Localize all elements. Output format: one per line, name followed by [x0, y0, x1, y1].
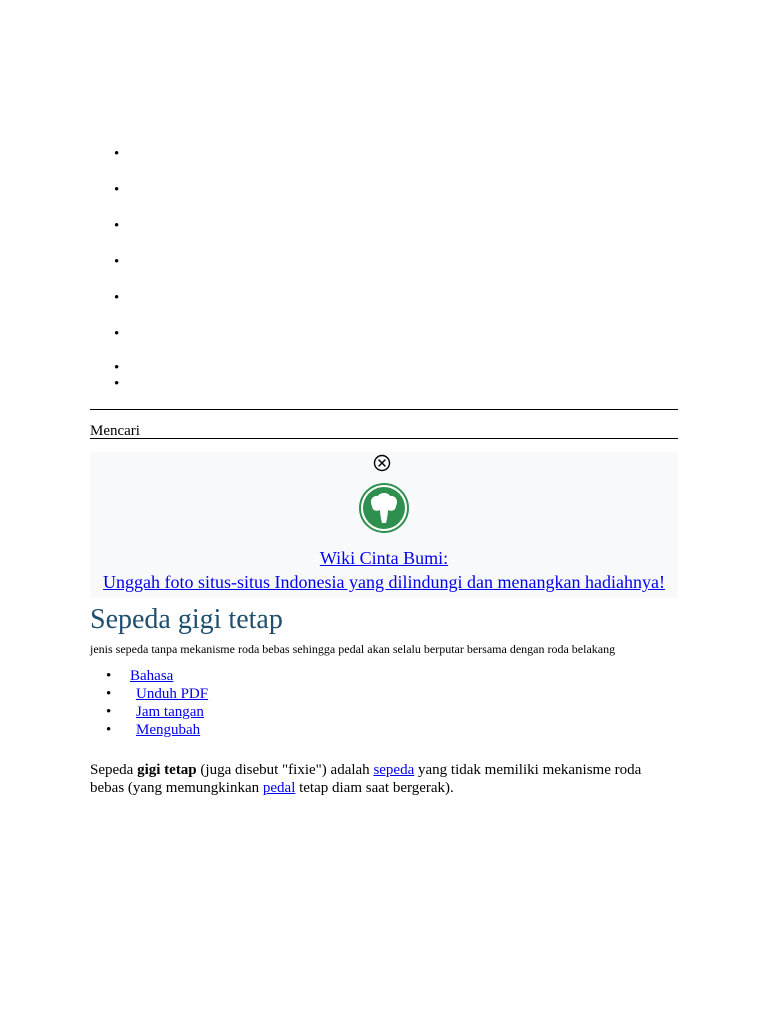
body-text-part: Sepeda	[90, 762, 138, 778]
divider	[90, 409, 678, 410]
banner-title-link[interactable]: Wiki Cinta Bumi:	[319, 548, 449, 568]
nav-bullet[interactable]: •	[114, 376, 120, 392]
article-body	[90, 761, 650, 797]
pedal-link[interactable]: pedal	[262, 780, 296, 796]
nav-bullet[interactable]: •	[114, 182, 120, 198]
action-item-download-pdf	[90, 686, 390, 704]
banner-subtitle-link[interactable]: Unggah foto situs-situs Indonesia yang dilindungi dan menangkan hadiahnya!	[103, 572, 665, 592]
tree-icon	[359, 483, 409, 533]
download-pdf-link[interactable]: • Unduh PDF	[136, 686, 209, 702]
nav-bullet[interactable]: •	[114, 254, 120, 270]
page-actions	[90, 668, 390, 740]
nav-bullet[interactable]: •	[114, 290, 120, 306]
search-label[interactable]: Mencari	[90, 423, 140, 439]
page-title: Sepeda gigi tetap	[90, 604, 283, 635]
action-item-language	[90, 668, 390, 686]
divider	[90, 438, 678, 439]
language-link[interactable]: • Bahasa	[130, 668, 174, 684]
action-item-edit	[90, 722, 390, 740]
nav-bullet[interactable]: •	[114, 218, 120, 234]
nav-bullet[interactable]: •	[114, 360, 120, 376]
body-text-part: tetap diam saat bergerak).	[295, 780, 454, 796]
close-icon[interactable]	[373, 454, 391, 472]
campaign-banner	[90, 452, 678, 598]
action-item-watch	[90, 704, 390, 722]
nav-bullet[interactable]: •	[114, 146, 120, 162]
body-text-part: (juga disebut "fixie") adalah	[196, 762, 374, 778]
sepeda-link[interactable]: sepeda	[373, 762, 415, 778]
nav-bullet[interactable]: •	[114, 326, 120, 342]
page-description: jenis sepeda tanpa mekanisme roda bebas sehingga pedal akan selalu berputar bersama dengan roda belakang	[90, 642, 616, 656]
body-text-part: yang tidak memiliki mekanisme roda bebas (yang memungkinkan	[90, 762, 642, 796]
body-bold-term: gigi tetap	[137, 762, 197, 778]
edit-link[interactable]: • Mengubah	[136, 722, 201, 738]
watch-link[interactable]: • Jam tangan	[136, 704, 204, 720]
